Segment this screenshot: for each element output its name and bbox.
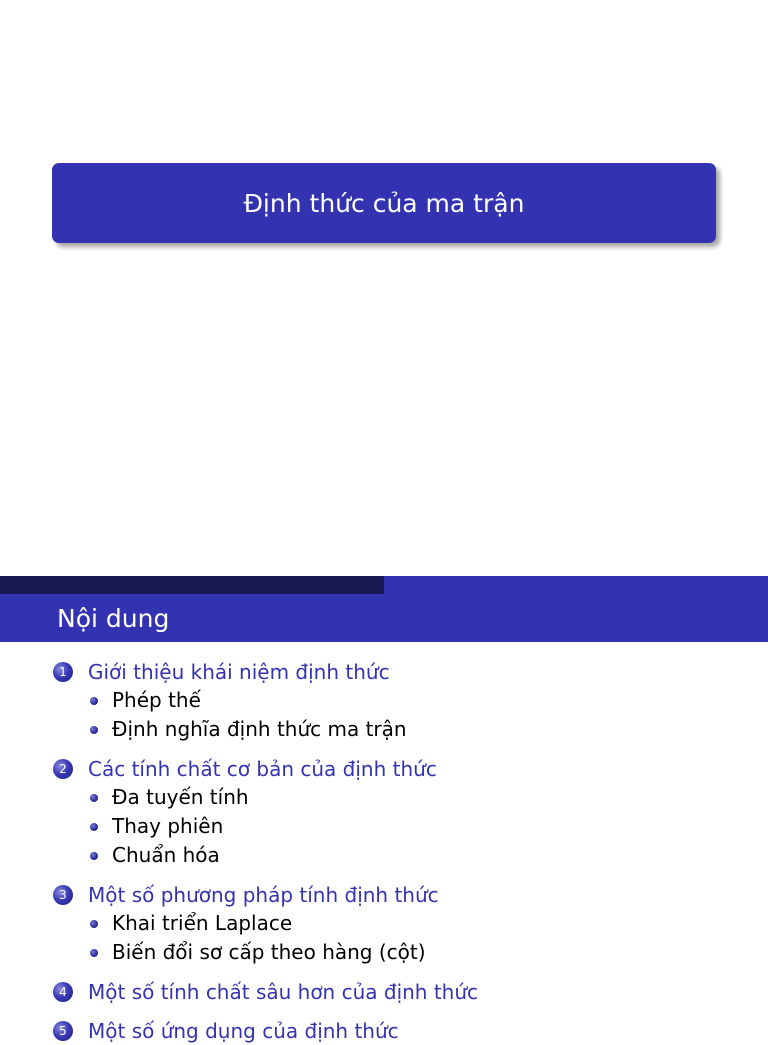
section-label[interactable]: Giới thiệu khái niệm định thức: [88, 660, 390, 684]
toc-section[interactable]: [0, 1017, 768, 1045]
section-label[interactable]: Một số tính chất sâu hơn của định thức: [88, 980, 479, 1004]
section-number-ball: 1: [53, 662, 73, 682]
bullet-icon: [90, 949, 98, 957]
subsection-label[interactable]: Định nghĩa định thức ma trận: [112, 717, 407, 741]
subsection-label[interactable]: Phép thế: [112, 688, 201, 712]
table-of-contents: [0, 658, 768, 1045]
toc-section[interactable]: [0, 978, 768, 1006]
subsection-label[interactable]: Chuẩn hóa: [112, 843, 220, 867]
frame-title: [0, 594, 768, 642]
toc-subsection[interactable]: [0, 783, 768, 812]
section-label[interactable]: Một số ứng dụng của định thức: [88, 1019, 399, 1043]
section-label[interactable]: Một số phương pháp tính định thức: [88, 883, 439, 907]
subsection-label[interactable]: Đa tuyến tính: [112, 785, 249, 809]
header-bar-dark: [0, 576, 384, 594]
toc-subsection[interactable]: [0, 812, 768, 841]
bullet-icon: [90, 697, 98, 705]
section-spacer: [0, 744, 768, 755]
toc-subsection[interactable]: [0, 938, 768, 967]
outline-slide: [0, 576, 768, 1043]
bullet-icon: [90, 794, 98, 802]
bullet-icon: [90, 726, 98, 734]
section-spacer: [0, 870, 768, 881]
toc-subsection[interactable]: [0, 686, 768, 715]
toc-subsection[interactable]: [0, 715, 768, 744]
bullet-icon: [90, 920, 98, 928]
section-number-ball: 2: [53, 759, 73, 779]
title-box: [52, 163, 716, 243]
section-spacer: [0, 967, 768, 978]
section-number-ball: 4: [53, 982, 73, 1002]
subsection-label[interactable]: Thay phiên: [112, 814, 224, 838]
section-number-ball: 5: [53, 1021, 73, 1041]
bullet-icon: [90, 852, 98, 860]
toc-section[interactable]: [0, 881, 768, 909]
subsection-label[interactable]: Khai triển Laplace: [112, 911, 293, 935]
section-number-ball: 3: [53, 885, 73, 905]
frame-title-text: Nội dung: [57, 603, 170, 633]
toc-subsection[interactable]: [0, 841, 768, 870]
section-label[interactable]: Các tính chất cơ bản của định thức: [88, 757, 437, 781]
toc-subsection[interactable]: [0, 909, 768, 938]
toc-section[interactable]: [0, 658, 768, 686]
bullet-icon: [90, 823, 98, 831]
presentation-title: Định thức của ma trận: [243, 188, 525, 218]
toc-section[interactable]: [0, 755, 768, 783]
section-spacer: [0, 1006, 768, 1017]
subsection-label[interactable]: Biến đổi sơ cấp theo hàng (cột): [112, 940, 426, 964]
